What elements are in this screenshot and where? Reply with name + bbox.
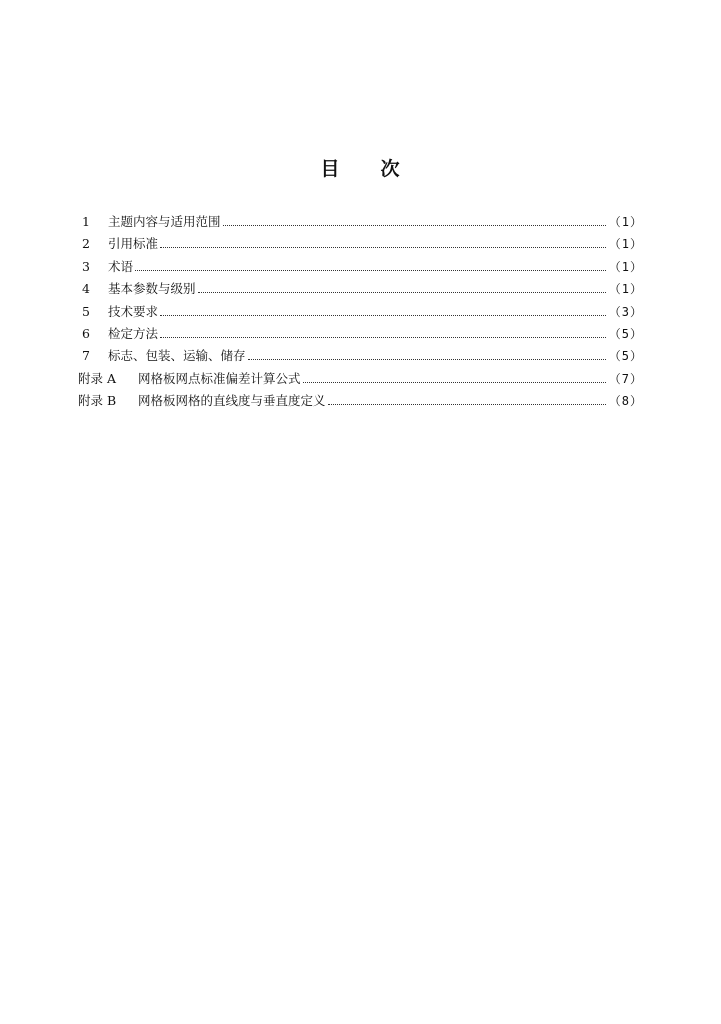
toc-leader-dots (135, 269, 606, 271)
toc-leader-dots (223, 224, 606, 226)
toc-entry-number: 5 (82, 303, 90, 319)
toc-entry-number: 7 (82, 348, 90, 364)
toc-entry-page: （8） (608, 394, 643, 409)
toc-entry[interactable] (78, 278, 643, 300)
toc-leader-dots (328, 403, 606, 405)
toc-leader-dots (248, 358, 606, 360)
toc-entry-page: （1） (608, 282, 643, 297)
toc-entry-page: （7） (608, 371, 643, 386)
toc-entry-number: 6 (82, 325, 90, 341)
toc-appendix-label: 附录 A (78, 370, 117, 386)
toc-leader-dots (160, 246, 606, 248)
table-of-contents (78, 211, 643, 413)
toc-entry-number: 2 (82, 236, 90, 252)
toc-appendix-entry[interactable] (78, 390, 643, 412)
page-title: 目 次 (320, 158, 401, 180)
toc-entry[interactable] (78, 256, 643, 278)
toc-entry-title: 技术要求 (108, 303, 159, 319)
toc-leader-dots (303, 381, 606, 383)
toc-entry-title: 引用标准 (108, 236, 159, 252)
toc-entry-title: 主题内容与适用范围 (108, 214, 221, 229)
toc-entry-number: 1 (82, 214, 90, 229)
toc-entry-title: 标志、包装、运输、储存 (108, 348, 246, 364)
toc-entry-title: 基本参数与级别 (108, 281, 196, 297)
toc-entry[interactable] (78, 345, 643, 367)
toc-entry-number: 3 (82, 258, 90, 274)
toc-leader-dots (198, 291, 606, 293)
toc-entry[interactable] (78, 301, 643, 323)
toc-entry-number: 4 (82, 281, 90, 297)
toc-entry[interactable] (78, 211, 643, 233)
toc-entry-page: （5） (608, 349, 643, 364)
toc-entry-page: （1） (608, 237, 643, 252)
toc-leader-dots (160, 314, 606, 316)
toc-leader-dots (160, 336, 606, 338)
toc-appendix-label: 附录 B (78, 393, 117, 409)
toc-entry-page: （1） (608, 215, 643, 229)
toc-entry-page: （5） (608, 326, 643, 341)
toc-appendix-entry[interactable] (78, 368, 643, 390)
toc-entry-title: 检定方法 (108, 325, 159, 341)
toc-entry-page: （3） (608, 304, 643, 319)
toc-entry-title: 术语 (108, 258, 134, 274)
toc-entry[interactable] (78, 323, 643, 345)
toc-entry-title: 网格板网格的直线度与垂直度定义 (138, 393, 326, 409)
toc-entry-title: 网格板网点标准偏差计算公式 (138, 370, 301, 386)
toc-entry[interactable] (78, 233, 643, 255)
toc-entry-page: （1） (608, 259, 643, 274)
